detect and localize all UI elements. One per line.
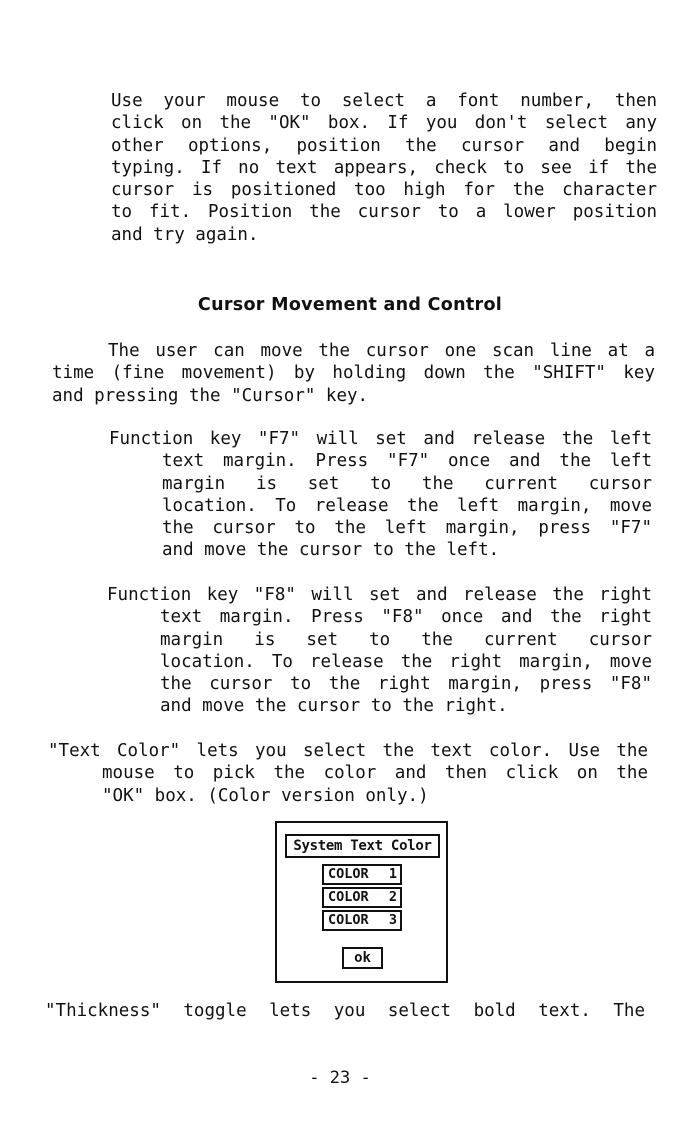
- text-line: and try again.: [111, 224, 259, 245]
- color-button-label: COLOR: [328, 889, 369, 905]
- text-line: margin is set to the current cursor: [160, 629, 652, 650]
- color-button-number: 2: [388, 889, 397, 905]
- text-line: Function key "F7" will set and release the left: [109, 429, 652, 449]
- text-line: cursor is positioned too high for the character: [111, 180, 657, 201]
- text-line: and move the cursor to the right.: [160, 696, 508, 717]
- text-line: "Text Color" lets you select the text color. Use the: [48, 741, 648, 761]
- text-line: mouse to pick the color and then click on the: [102, 763, 648, 784]
- color-button-number: 3: [388, 912, 397, 928]
- text-line: the cursor to the left margin, press "F7": [162, 518, 652, 539]
- page-number: - 23 -: [309, 1068, 371, 1088]
- system-text-color-dialog: [275, 821, 448, 983]
- paragraph-f7-left-margin: [109, 428, 652, 562]
- section-heading: Cursor Movement and Control: [197, 295, 503, 315]
- color-1-button[interactable]: [322, 864, 402, 885]
- text-line: "OK" box. (Color version only.): [102, 785, 429, 806]
- paragraph-text-color: [48, 740, 648, 807]
- paragraph-thickness: [45, 1000, 645, 1022]
- text-line: to fit. Position the cursor to a lower position: [111, 202, 657, 223]
- text-line: and move the cursor to the left.: [162, 540, 500, 561]
- text-line: click on the "OK" box. If you don't select any: [111, 113, 657, 134]
- text-line: location. To release the right margin, move: [160, 651, 652, 672]
- text-line: margin is set to the current cursor: [162, 473, 652, 494]
- text-line: "Thickness" toggle lets you select bold text. The: [45, 1001, 645, 1021]
- text-line: Use your mouse to select a font number, then: [111, 91, 657, 111]
- color-button-label: COLOR: [328, 866, 369, 882]
- paragraph-font-selection: [111, 90, 657, 246]
- text-line: text margin. Press "F8" once and the right: [160, 607, 652, 628]
- text-line: the cursor to the right margin, press "F8": [160, 674, 652, 695]
- text-line: time (fine movement) by holding down the "SHIFT" key: [52, 363, 655, 384]
- text-line: text margin. Press "F7" once and the left: [162, 451, 652, 472]
- text-line: other options, position the cursor and begin: [111, 135, 657, 156]
- dialog-title: System Text Color: [285, 834, 440, 858]
- paragraph-fine-movement: [52, 340, 655, 407]
- text-line: The user can move the cursor one scan line at a: [108, 341, 655, 361]
- text-line: and pressing the "Cursor" key.: [52, 385, 369, 406]
- text-line: Function key "F8" will set and release the right: [107, 585, 652, 605]
- text-line: typing. If no text appears, check to see if the: [111, 157, 657, 178]
- color-button-number: 1: [388, 866, 397, 882]
- text-line: location. To release the left margin, move: [162, 495, 652, 516]
- color-button-label: COLOR: [328, 912, 369, 928]
- color-2-button[interactable]: [322, 887, 402, 908]
- color-3-button[interactable]: [322, 910, 402, 931]
- paragraph-f8-right-margin: [107, 584, 652, 718]
- ok-button[interactable]: ok: [342, 947, 383, 969]
